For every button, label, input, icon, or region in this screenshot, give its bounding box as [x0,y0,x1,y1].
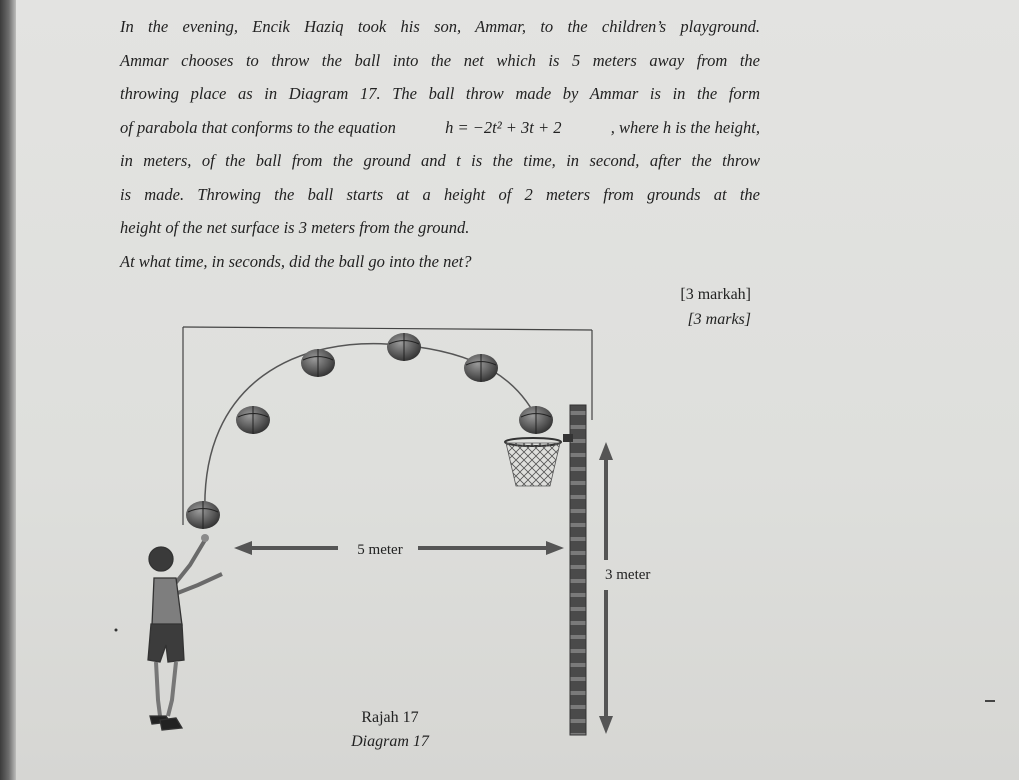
diagram-caption [330,706,450,754]
distance-label: 5 meter [357,542,403,558]
question-line: throwing place as in Diagram 17. The ball throw made by Ammar is in the form [120,84,760,103]
question-line: Ammar chooses to throw the ball into the net which is 5 meters away from the [120,50,760,70]
question-prompt: At what time, in seconds, did the ball go into the net? [120,251,472,271]
basketball-icon [519,406,553,434]
parabola-equation: h = −2t² + 3t + 2 [445,117,562,137]
marks-english: [3 marks] [687,311,751,328]
basketball-icon [301,349,335,377]
basketball-icon [186,501,220,529]
child-thrower-icon [148,534,222,730]
question-line: in meters, of the ball from the ground and t is the time, in second, after the throw [120,151,760,170]
question-line: height of the net surface is 3 meters from the ground. [120,218,470,237]
caption-malay: Rajah 17 [361,709,419,726]
stray-dot [115,629,118,632]
question-line-suffix: , where h is the height, [610,117,760,137]
question-line-prefix: of parabola that conforms to the equation [120,117,396,137]
question-line: In the evening, Encik Haziq took his son, Ammar, to the children’s playground. [120,17,760,36]
margin-mark [985,700,995,702]
basketball-icon [236,406,270,434]
basketball-icon [464,354,498,382]
height-label: 3 meter [605,567,651,583]
height-arrow [599,442,613,734]
basketball-hoop-icon [505,405,586,735]
marks-malay: [3 markah] [680,286,751,303]
basketball-icon [387,333,421,361]
question-line: is made. Throwing the ball starts at a height of 2 meters from grounds at the [120,184,760,204]
caption-english: Diagram 17 [351,733,429,750]
